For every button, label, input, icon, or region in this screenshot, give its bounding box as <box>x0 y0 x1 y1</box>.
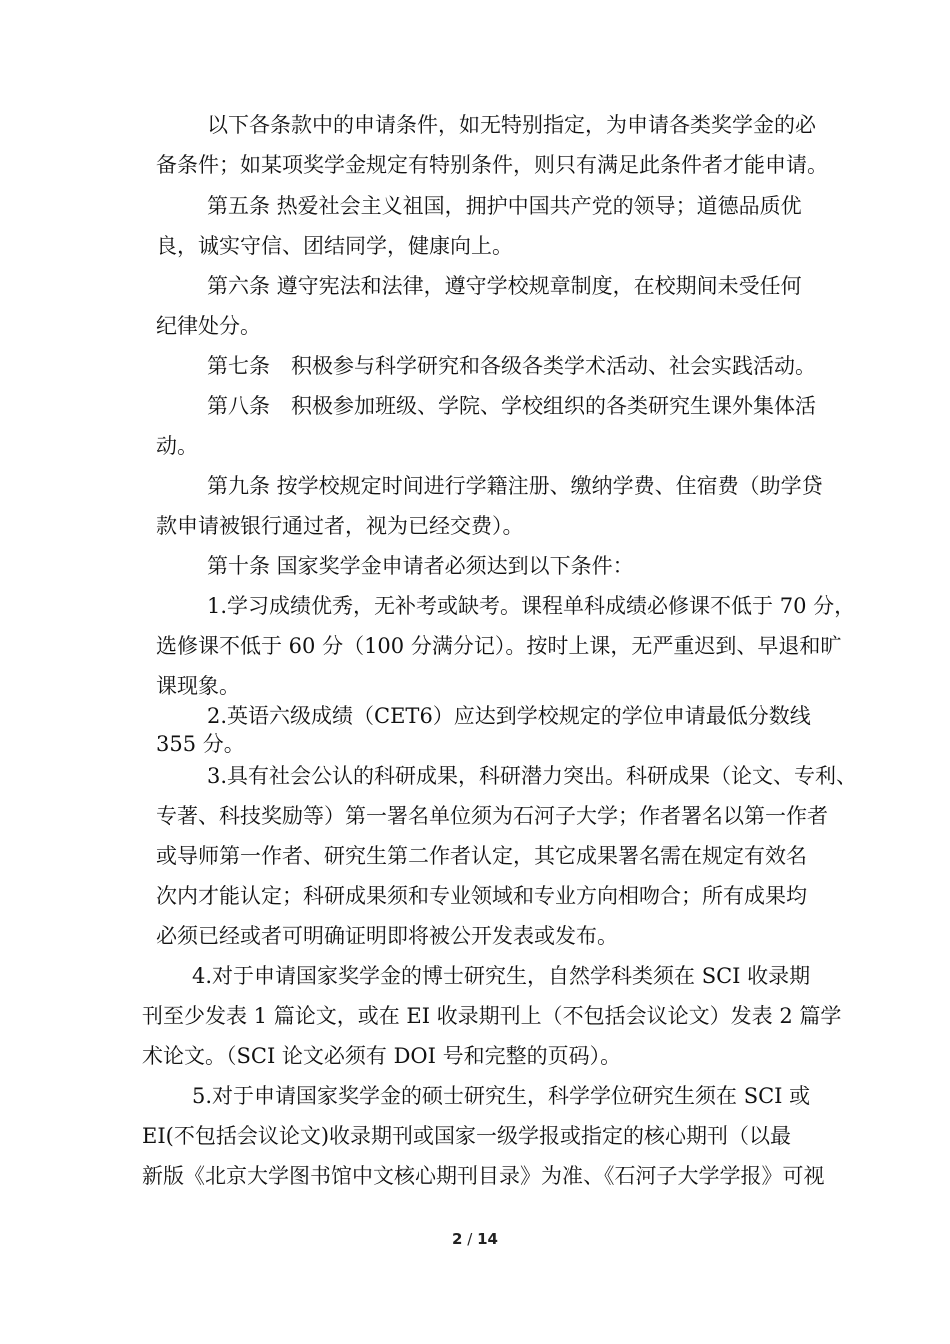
text-line: 课现象。 <box>156 674 240 698</box>
total-pages: 14 <box>477 1230 498 1248</box>
text-line: 以下各条款中的申请条件，如无特别指定，为申请各类奖学金的必 <box>207 113 816 137</box>
text-line: 第九条 按学校规定时间进行学籍注册、缴纳学费、住宿费（助学贷 <box>207 474 823 498</box>
text-line: 2.英语六级成绩（CET6）应达到学校规定的学位申请最低分数线 <box>207 704 811 728</box>
text-line: 刊至少发表 1 篇论文，或在 EI 收录期刊上（不包括会议论文）发表 2 篇学 <box>142 1004 842 1028</box>
text-line: 1.学习成绩优秀，无补考或缺考。课程单科成绩必修课不低于 70 分， <box>207 594 856 618</box>
text-line: 4.对于申请国家奖学金的博士研究生，自然学科类须在 SCI 收录期 <box>192 964 811 988</box>
text-line: 术论文。（SCI 论文必须有 DOI 号和完整的页码）。 <box>142 1044 622 1068</box>
text-line: 第十条 国家奖学金申请者必须达到以下条件： <box>207 554 634 578</box>
text-line: 专著、科技奖励等）第一署名单位须为石河子大学；作者署名以第一作者 <box>156 804 828 828</box>
text-line: 良，诚实守信、团结同学，健康向上。 <box>156 234 513 258</box>
text-line: 第六条 遵守宪法和法律，遵守学校规章制度，在校期间未受任何 <box>207 274 802 298</box>
page-number <box>0 1230 950 1248</box>
text-line: 动。 <box>156 434 198 458</box>
page-separator: / <box>462 1230 478 1248</box>
text-line: 第五条 热爱社会主义祖国，拥护中国共产党的领导；道德品质优 <box>207 194 802 218</box>
text-line: 5.对于申请国家奖学金的硕士研究生，科学学位研究生须在 SCI 或 <box>192 1084 811 1108</box>
text-line: 款申请被银行通过者，视为已经交费）。 <box>156 514 524 538</box>
text-line: 次内才能认定；科研成果须和专业领域和专业方向相吻合；所有成果均 <box>156 884 807 908</box>
text-line: 或导师第一作者、研究生第二作者认定，其它成果署名需在规定有效名 <box>156 844 807 868</box>
text-line: 355 分。 <box>156 732 245 756</box>
text-line: 备条件；如某项奖学金规定有特别条件，则只有满足此条件者才能申请。 <box>156 153 828 177</box>
text-line: 新版《北京大学图书馆中文核心期刊目录》为准、《石河子大学学报》可视 <box>142 1164 825 1188</box>
text-line: 第八条 积极参加班级、学院、学校组织的各类研究生课外集体活 <box>207 394 816 418</box>
current-page: 2 <box>452 1230 463 1248</box>
text-line: 第七条 积极参与科学研究和各级各类学术活动、社会实践活动。 <box>207 354 816 378</box>
text-line: EI(不包括会议论文)收录期刊或国家一级学报或指定的核心期刊（以最 <box>142 1124 792 1148</box>
text-line: 必须已经或者可明确证明即将被公开发表或发布。 <box>156 924 618 948</box>
text-line: 3.具有社会公认的科研成果，科研潜力突出。科研成果（论文、专利、 <box>207 764 858 788</box>
text-line: 纪律处分。 <box>156 314 261 338</box>
text-line: 选修课不低于 60 分（100 分满分记）。按时上课，无严重迟到、早退和旷 <box>156 634 842 658</box>
